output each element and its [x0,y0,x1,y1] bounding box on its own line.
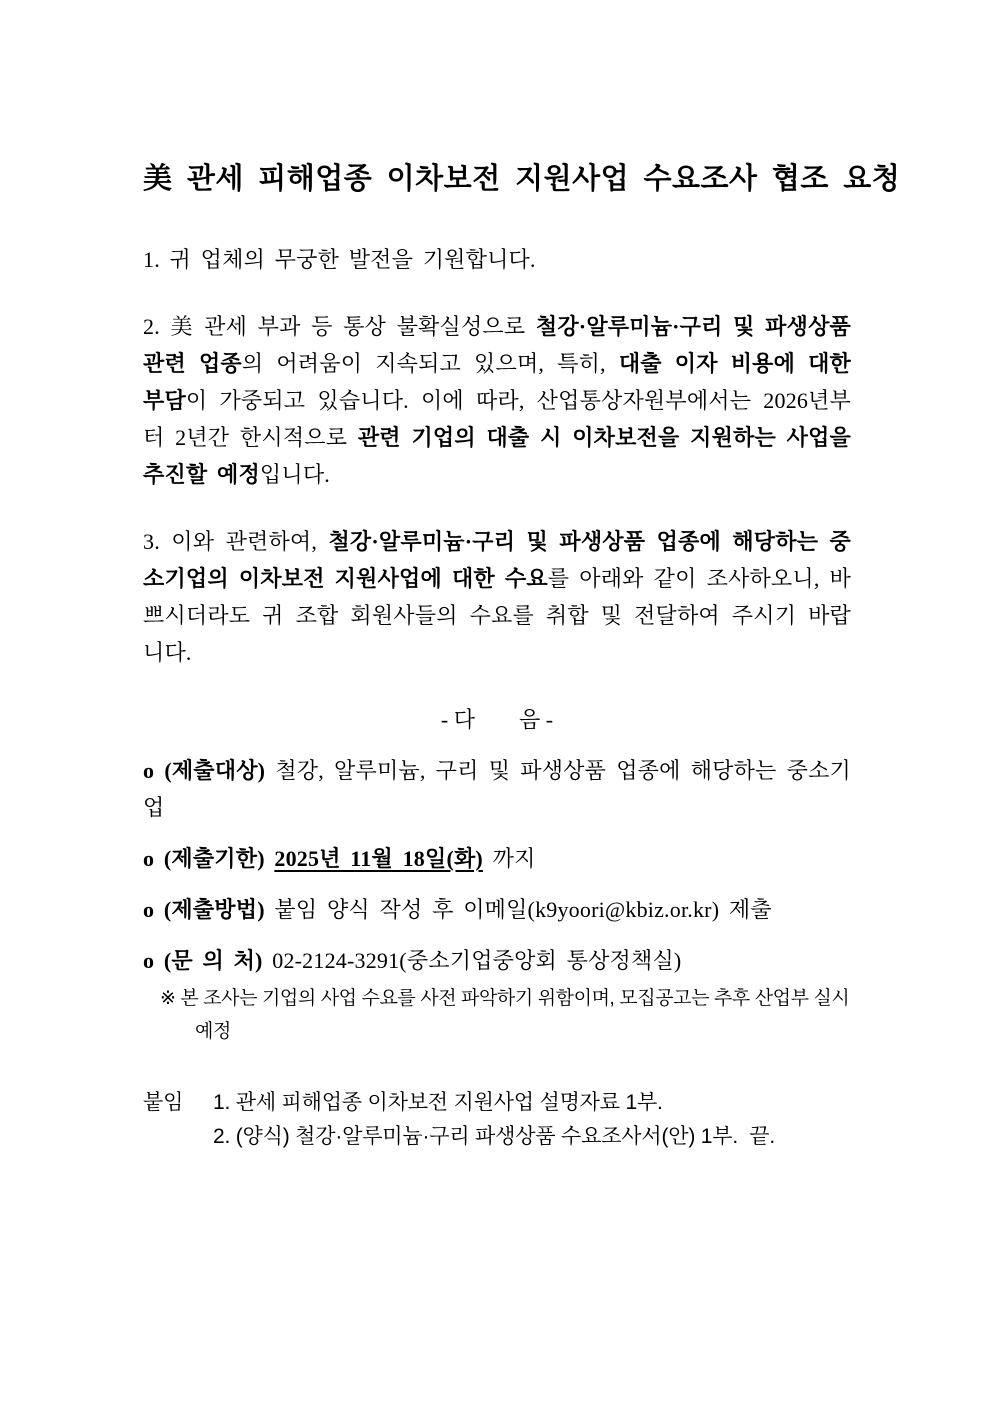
attachments-label: 붙임 [143,1091,184,1114]
bullet-submission-method: o (제출방법) 붙임 양식 작성 후 이메일(k9yoori@kbiz.or.kr) 제출 [143,897,772,922]
bullet-contact: o (문 의 처) 02-2124-3291(중소기업중앙회 통상정책실) [143,948,682,973]
bullet-submission-deadline: o (제출기한) 2025년 11월 18일(화) 까지 [143,846,536,871]
daum-separator: - 다 음 - [440,707,554,732]
document-title: 美 관세 피해업종 이차보전 지원사업 수요조사 협조 요청 [143,163,901,195]
paragraph-request: 3. 이와 관련하여, 철강·알루미늄·구리 및 파생상품 업종에 해당하는 중소기업의 이차보전 지원사업에 대한 수요를 아래와 같이 조사하오니, 바쁘시더라도 귀 조합 회원사들의 수요를 취합 및 전달하여 주시기 바랍니다. [143,529,851,665]
note-disclaimer [160,982,851,1048]
attachments-section [143,1086,851,1154]
attachment-item-2: 2. (양식) 철강·알루미늄·구리 파생상품 수요조사서(안) 1부. 끝. [213,1125,775,1148]
note-line-1: ※ 본 조사는 기업의 사업 수요를 사전 파악하기 위함이며, 모집공고는 추후 산업부 실시 [160,988,850,1009]
note-line-2: 예정 [195,1021,231,1042]
paragraph-background: 2. 美 관세 부과 등 통상 불확실성으로 철강·알루미늄·구리 및 파생상품 관련 업종의 어려움이 지속되고 있으며, 특히, 대출 이자 비용에 대한 부담이 가중되고 있습니다. 이에 따라, 산업통상자원부에서는 2026년부터 2년간 한시적으로 관련 기업의 대출 시 이차보전을 지원하는 사업을 추진할 예정입니다. [143,314,852,487]
attachments-list [213,1086,851,1154]
attachment-item-1: 1. 관세 피해업종 이차보전 지원사업 설명자료 1부. [213,1091,663,1114]
paragraph-greeting: 1. 귀 업체의 무궁한 발전을 기원합니다. [143,247,536,272]
bullet-submission-target: o (제출대상) 철강, 알루미늄, 구리 및 파생상품 업종에 해당하는 중소기업 [143,758,851,820]
